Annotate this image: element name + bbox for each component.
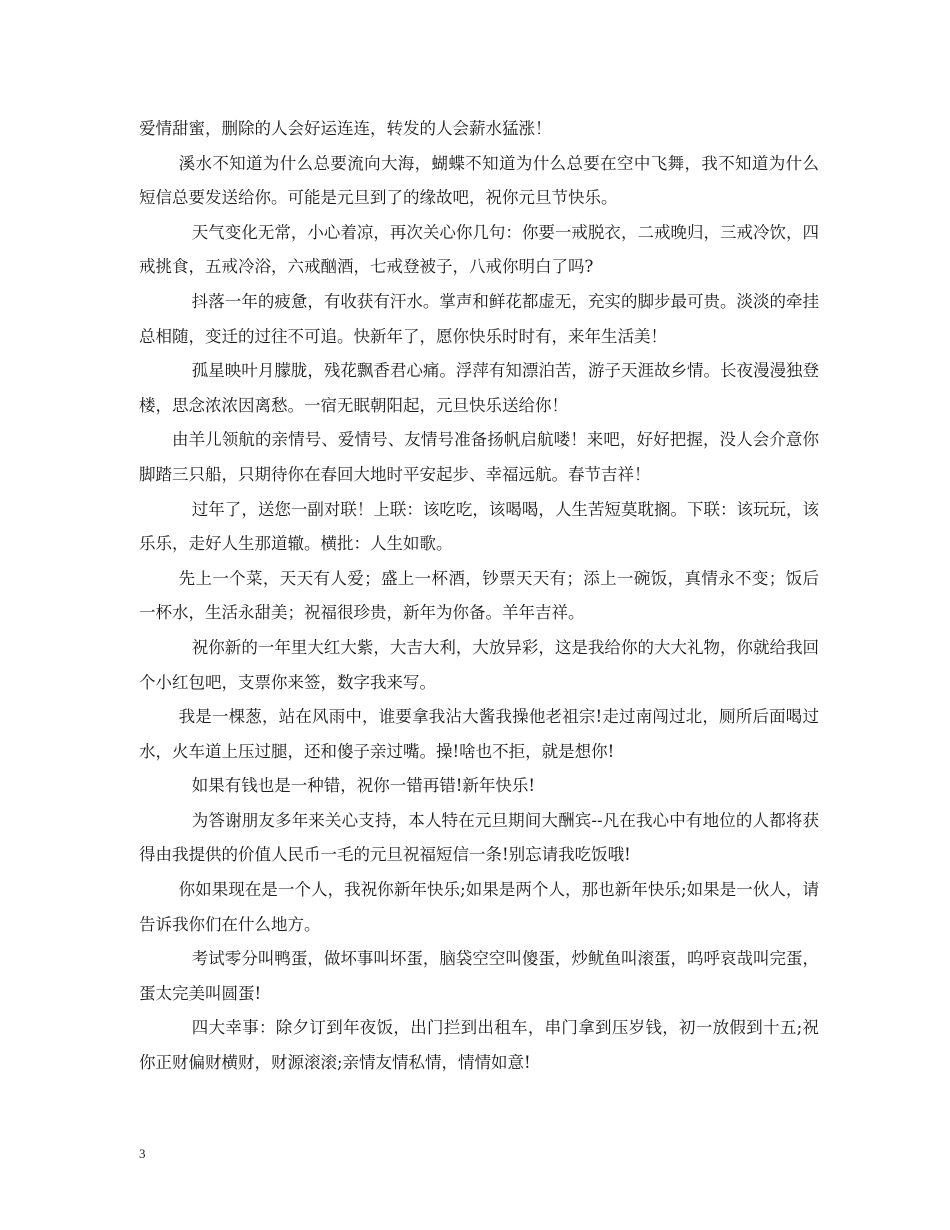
paragraph: 你如果现在是一个人，我祝你新年快乐;如果是两个人，那也新年快乐;如果是一伙人，请告诉我你们在什么地方。 [139, 880, 819, 934]
document-body [139, 112, 819, 1081]
paragraph: 考试零分叫鸭蛋，做坏事叫坏蛋，脑袋空空叫傻蛋，炒鱿鱼叫滚蛋，呜呼哀哉叫完蛋，蛋太完美叫圆蛋! [139, 949, 819, 1003]
paragraph: 我是一棵葱，站在风雨中，谁要拿我沾大酱我操他老祖宗!走过南闯过北，厕所后面喝过水，火车道上压过腿，还和傻子亲过嘴。操!啥也不拒，就是想你! [139, 707, 819, 761]
paragraph: 天气变化无常，小心着凉，再次关心你几句：你要一戒脱衣，二戒晚归，三戒冷饮，四戒挑食，五戒冷浴，六戒酗酒，七戒登被子，八戒你明白了吗? [139, 222, 819, 277]
paragraph: 抖落一年的疲惫，有收获有汗水。掌声和鲜花都虚无，充实的脚步最可贵。淡淡的牵挂总相随，变迁的过往不可追。快新年了，愿你快乐时时有，来年生活美！ [139, 291, 819, 346]
paragraph: 由羊儿领航的亲情号、爱情号、友情号准备扬帆启航喽！来吧，好好把握，没人会介意你脚踏三只船，只期待你在春回大地时平安起步、幸福远航。春节吉祥！ [139, 430, 819, 484]
paragraph: 祝你新的一年里大红大紫，大吉大利，大放异彩，这是我给你的大大礼物，你就给我回个小红包吧，支票你来签，数字我来写。 [139, 637, 819, 692]
page-number: 3 [139, 1146, 146, 1161]
paragraph: 为答谢朋友多年来关心支持，本人特在元旦期间大酬宾--凡在我心中有地位的人都将获得由我提供的价值人民币一毛的元旦祝福短信一条!别忘请我吃饭哦! [139, 810, 819, 865]
paragraph: 四大幸事：除夕订到年夜饭，出门拦到出租车，串门拿到压岁钱，初一放假到十五;祝你正财偏财横财，财源滚滚;亲情友情私情，情情如意! [139, 1018, 819, 1073]
paragraph: 如果有钱也是一种错，祝你一错再错!新年快乐! [191, 776, 536, 796]
paragraph: 先上一个菜，天天有人爱；盛上一杯酒，钞票天天有；添上一碗饭，真情永不变；饭后一杯水，生活永甜美；祝福很珍贵，新年为你备。羊年吉祥。 [139, 568, 819, 623]
paragraph: 过年了，送您一副对联！上联：该吃吃，该喝喝，人生苦短莫耽搁。下联：该玩玩，该乐乐，走好人生那道辙。横批：人生如歌。 [139, 499, 819, 554]
paragraph: 溪水不知道为什么总要流向大海，蝴蝶不知道为什么总要在空中飞舞，我不知道为什么短信总要发送给你。可能是元旦到了的缘故吧，祝你元旦节快乐。 [139, 153, 819, 208]
paragraph: 爱情甜蜜，删除的人会好运连连，转发的人会薪水猛涨！ [139, 119, 552, 138]
paragraph: 孤星映叶月朦胧，残花飘香君心痛。浮萍有知漂泊苦，游子天涯故乡情。长夜漫漫独登楼，思念浓浓因离愁。一宿无眠朝阳起，元旦快乐送给你！ [139, 361, 819, 415]
